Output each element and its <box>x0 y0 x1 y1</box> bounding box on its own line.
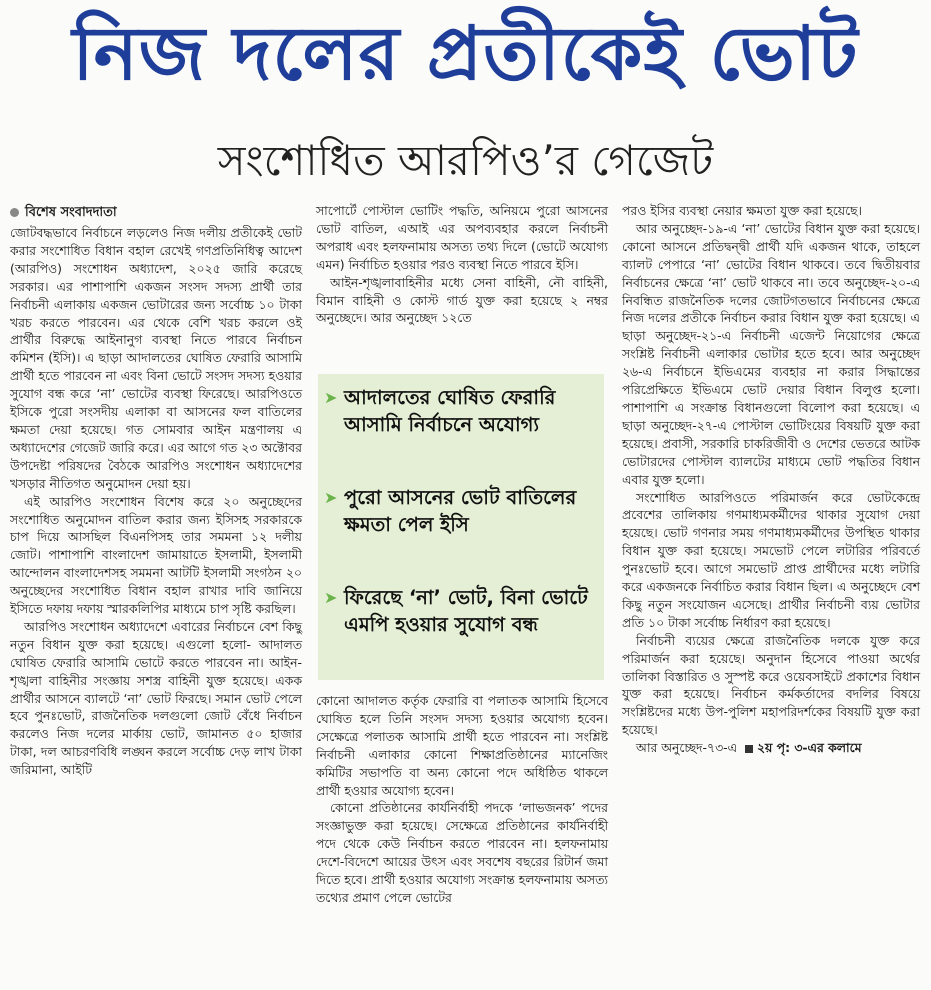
highlight-item: ➤ ফিরেছে ‘না’ ভোট, বিনা ভোটে এমপি হওয়ার সুযোগ বন্ধ <box>324 586 588 636</box>
square-icon <box>745 745 753 753</box>
paragraph: জোটবদ্ধভাবে নির্বাচনে লড়লেও নিজ দলীয় প্রতীকেই ভোট করার সংশোধিত বিধান বহাল রেখেই গণপ্রতিনিধিত্ব আদেশ (আরপিও) সংশোধন অধ্যাদেশ, ২০২৫ জারি করেছে সরকার। এর পাশাপাশি একজন সংসদ সদস্য প্রার্থী তার নির্বাচনী এলাকায় একজন ভোটারের জন্য সর্বোচ্চ ১০ টাকা খরচ করতে পারবেন। এর থেকে বেশি খরচ করলে ওই প্রার্থীর বিরুদ্ধে আইনানুগ ব্যবস্থা নিতে পারবে নির্বাচন কমিশন (ইসি)। এ ছাড়া আদালতের ঘোষিত ফেরারি আসামি প্রার্থী হতে পারবেন না এবং বিনা ভোটে সংসদ সদস্য হওয়ার সুযোগ বন্ধ করে ‘না’ ভোটের ব্যবস্থা ফিরেছে। আরপিওতে ইসিকে পুরো সংসদীয় এলাকা বা আসনের ফল বাতিলের ক্ষমতা দেয়া হয়েছে। গত সোমবার আইন মন্ত্রণালয় এ অধ্যাদেশের গেজেট জারি করে। এর আগে গত ২৩ অক্টোবর উপদেষ্টা পরিষদের বৈঠকে আরপিও সংশোধন অধ্যাদেশের খসড়ার নীতিগত অনুমোদন দেয়া হয়। <box>10 225 302 491</box>
arrow-icon: ➤ <box>324 388 338 407</box>
arrow-icon: ➤ <box>324 588 338 607</box>
paragraph: আর অনুচ্ছেদ-১৯-এ ‘না’ ভোটের বিধান যুক্ত করা হয়েছে। কোনো আসনে প্রতিদ্বন্দ্বী প্রার্থী যদি একজন থাকে, তাহলে ব্যালট পেপারে ‘না’ ভোটের বিধান থাকবে। তবে দ্বিতীয়বার নির্বাচনের ক্ষেত্রে ‘না’ ভোট থাকবে না। তবে অনুচ্ছেদ-২০-এ নিবন্ধিত রাজনৈতিক দলের জোটগতভাবে নির্বাচনের ক্ষেত্রে নিজ দলের প্রতীকে নির্বাচন করার বিধান যুক্ত করা হয়েছে। এ ছাড়া অনুচ্ছেদ-২১-এ নির্বাচনী এজেন্ট নিয়োগের ক্ষেত্রে সংশ্লিষ্ট নির্বাচনী এলাকার ভোটার হতে হবে। আর অনুচ্ছেদ ২৬-এ নির্বাচনে ইভিএমের ব্যবহার না করার সিদ্ধান্তের পরিপ্রেক্ষিতে ইভিএমে ভোট দেয়ার বিধান বিলুপ্ত হলো। পাশাপাশি এ সংক্রান্ত বিধানগুলো বিলোপ করা হয়েছে। এ ছাড়া অনুচ্ছেদ-২৭-এ পোস্টাল ভোটিংয়ের বিষয়টি যুক্ত করা হয়েছে। প্রবাসী, সরকারি চাকরিজীবী ও দেশের ভেতরে আটক ভোটারদের পোস্টাল ব্যালটের মাধ্যমে ভোট পদ্ধতির বিধান এবার যুক্ত হলো। <box>622 220 920 487</box>
paragraph: পরও ইসির ব্যবস্থা নেয়ার ক্ষমতা যুক্ত করা হয়েছে। <box>622 203 862 218</box>
arrow-icon: ➤ <box>324 488 338 507</box>
column-2-bottom <box>316 692 608 907</box>
paragraph: আইন-শৃঙ্খলাবাহিনীর মধ্যে সেনা বাহিনী, নৌ বাহিনী, বিমান বাহিনী ও কোস্ট গার্ড যুক্ত করা হয়েছে ২ নম্বর অনুচ্ছেদে। আর অনুচ্ছেদ ১২তে <box>316 274 608 326</box>
paragraph: কোনো প্রতিষ্ঠানের কার্যনির্বাহী পদকে ‘লাভজনক’ পদের সংজ্ঞাভুক্ত করা হয়েছে। সেক্ষেত্রে প্রতিষ্ঠানের কার্যনির্বাহী পদে থেকে কেউ নির্বাচন করতে পারবেন না। হলফনামায় দেশে-বিদেশে আয়ের উৎস এবং সবশেষ বছরের রিটার্ন জমা দিতে হবে। প্রার্থী হওয়ার অযোগ্য সংক্রান্ত হলফনামায় অসত্য তথ্যের প্রমাণ পেলে ভোটের <box>316 800 608 905</box>
subheadline: সংশোধিত আরপিও’র গেজেট <box>217 136 714 185</box>
byline: বিশেষ সংবাদদাতা <box>10 202 302 224</box>
highlight-item: ➤ পুরো আসনের ভোট বাতিলের ক্ষমতা পেল ইসি <box>324 486 577 536</box>
highlight-box <box>318 374 604 680</box>
paragraph: সংশোধিত আরপিওতে পরিমার্জন করে ভোটকেন্দ্রে প্রবেশের তালিকায় গণমাধ্যমকর্মীদের থাকার সুযোগ দেয়া হয়েছে। ভোট গণনার সময় গণমাধ্যমকর্মীদের উপস্থিত থাকার বিধান যুক্ত করা হয়েছে। সমভোট পেলে লটারির পরিবর্তে পুনঃভোট হবে। আগে সমভোট প্রাপ্ত প্রার্থীদের মধ্যে লটারি করে একজনকে নির্বাচিত করার বিধান ছিল। এ অনুচ্ছেদে বেশ কিছু নতুন সংযোজন এসেছে। প্রার্থীর নির্বাচনী ব্যয় ভোটার প্রতি ১০ টাকা সর্বোচ্চ নির্ধারণ করা হয়েছে। <box>622 489 920 630</box>
paragraph: এই আরপিও সংশোধন বিশেষ করে ২০ অনুচ্ছেদের সংশোধিত অনুমোদন বাতিল করার জন্য ইসিসহ সরকারকে চাপ দিয়ে আসছিল বিএনপিসহ তার সমমনা ১২ দলীয় জোট। পাশাপাশি বাংলাদেশ জামায়াতে ইসলামী, ইসলামী আন্দোলন বাংলাদেশসহ সমমনা আটটি ইসলামী সংগঠন ২০ অনুচ্ছেদের সংশোধিত বিধান বহাল রাখার দাবি জানিয়ে ইসিতে দফায় দফায় স্মারকলিপির মাধ্যমে চাপ সৃষ্টি করছিল। <box>10 493 302 617</box>
highlight-item: ➤ আদালতের ঘোষিত ফেরারি আসামি নির্বাচনে অযোগ্য <box>324 386 556 436</box>
column-1 <box>10 202 302 779</box>
paragraph: আরপিও সংশোধন অধ্যাদেশে এবারের নির্বাচনে বেশ কিছু নতুন বিধান যুক্ত করা হয়েছে। এগুলো হলো- আদালত ঘোষিত ফেরারি আসামি ভোটে করতে পারবেন না। আইন-শৃঙ্খলা বাহিনীর সংজ্ঞায় সশস্ত্র বাহিনী যুক্ত হয়েছে। একক প্রার্থীর আসনে ব্যালটে ‘না’ ভোট ফিরছে। সমান ভোট পেলে হবে পুনঃভোট, রাজনৈতিক দলগুলো জোট বেঁধে নির্বাচন করলেও নিজ দলের মার্কায় ভোট, জামানত ৫০ হাজার টাকা, দল আচরণবিধি লঙ্ঘন করলে সর্বোচ্চ দেড় লাখ টাকা জরিমানা, আইটি <box>10 618 302 778</box>
column-3 <box>622 202 920 757</box>
column-2-top <box>316 202 608 327</box>
paragraph: নির্বাচনী ব্যয়ের ক্ষেত্রে রাজনৈতিক দলকে যুক্ত করে পরিমার্জন করা হয়েছে। অনুদান হিসেবে পাওয়া অর্থের তালিকা বিস্তারিত ও সুস্পষ্ট করে ওয়েবসাইটে প্রকাশের বিধান যুক্ত করা হয়েছে। নির্বাচন কর্মকর্তাদের বদলির বিষয়ে সংশ্লিষ্টদের মধ্যে উপ-পুলিশ মহাপরিদর্শকের বিষয়টি যুক্ত করা হয়েছে। <box>622 632 920 738</box>
headline: নিজ দলের প্রতীকেই ভোট <box>72 11 859 97</box>
last-paragraph: আর অনুচ্ছেদ-৭৩-এ ২য় পৃ: ৩-এর কলামে <box>636 740 862 756</box>
bullet-icon <box>10 208 19 217</box>
paragraph: কোনো আদালত কর্তৃক ফেরারি বা পলাতক আসামি হিসেবে ঘোষিত হলে তিনি সংসদ সদস্য হওয়ার অযোগ্য হবেন। সেক্ষেত্রে পলাতক আসামি প্রার্থী হতে পারবেন না। সংশ্লিষ্ট নির্বাচনী এলাকার কোনো শিক্ষাপ্রতিষ্ঠানের ম্যানেজিং কমিটির সভাপতি বা অন্য কোনো পদে অধিষ্ঠিত থাকলে প্রার্থী হওয়ার অযোগ্য হবেন। <box>316 693 608 798</box>
paragraph: সাপোর্টে পোস্টাল ভোটিং পদ্ধতি, অনিয়মে পুরো আসনের ভোট বাতিল, এআই এর অপব্যবহার করলে নির্বাচনী অপরাধ এবং হলফনামায় অসত্য তথ্য দিলে (ভোটে অযোগ্য এমন) নির্বাচিত হওয়ার পরও ব্যবস্থা নিতে পারবে ইসি। <box>316 203 608 272</box>
continued-label: ২য় পৃ: ৩-এর কলামে <box>757 740 862 756</box>
